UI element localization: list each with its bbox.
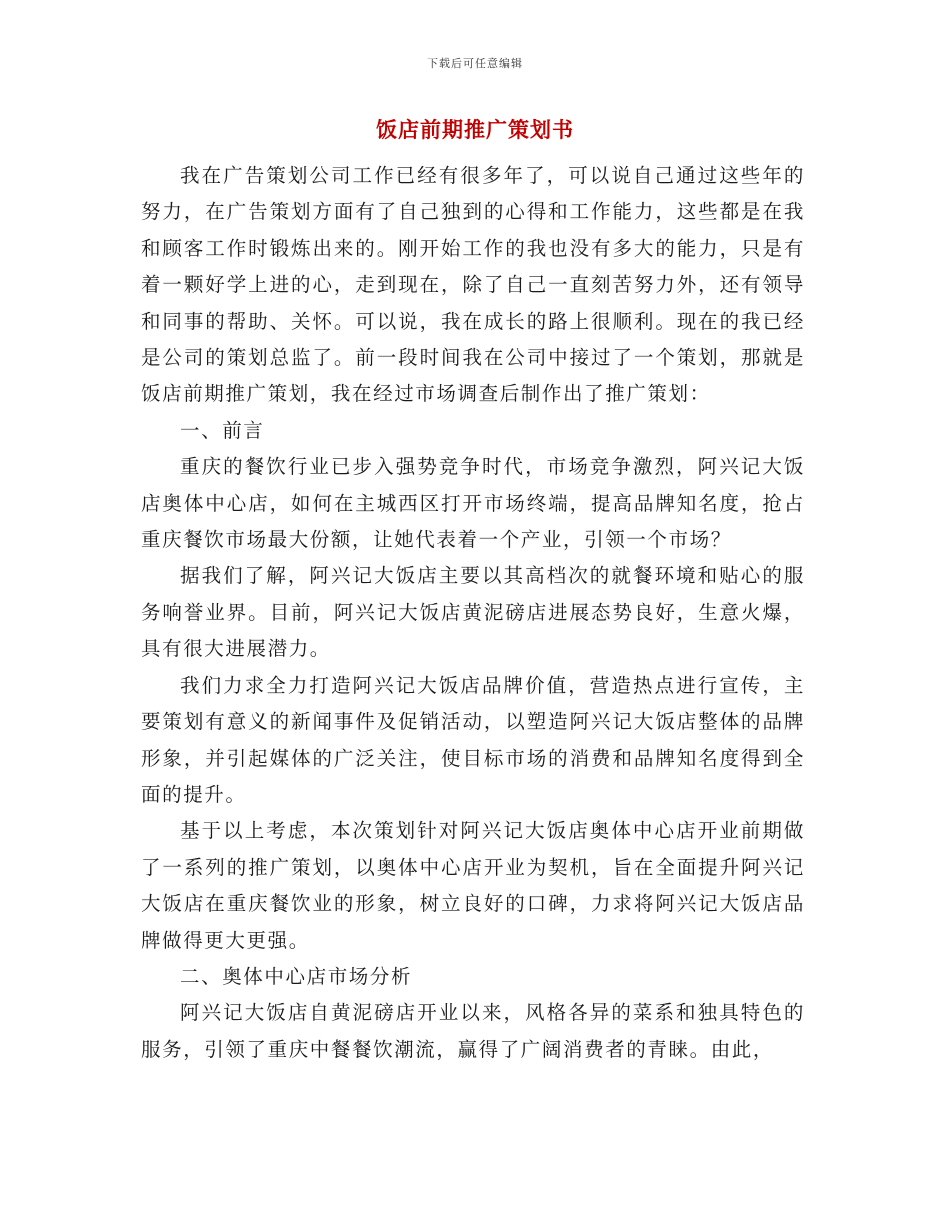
header-note: 下载后可任意编辑 xyxy=(427,57,523,70)
section-heading-market-analysis: 二、奥体中心店市场分析 xyxy=(180,964,413,988)
paragraph-market-analysis-1: 阿兴记大饭店自黄泥磅店开业以来，风格各异的菜系和独具特色的服务，引领了重庆中餐餐饮潮流，赢得了广阔消费者的青睐。由此， xyxy=(141,1001,805,1061)
section-heading-preface: 一、前言 xyxy=(180,418,265,442)
document-title: 饭店前期推广策划书 xyxy=(376,118,574,142)
document-body xyxy=(141,158,805,1068)
paragraph-preface-4: 基于以上考虑，本次策划针对阿兴记大饭店奥体中心店开业前期做了一系列的推广策划，以奥体中心店开业为契机，旨在全面提升阿兴记大饭店在重庆餐饮业的形象，树立良好的口碑，力求将阿兴记大饭店品牌做得更大更强。 xyxy=(141,819,805,952)
paragraph-preface-1: 重庆的餐饮行业已步入强势竞争时代，市场竞争激烈，阿兴记大饭店奥体中心店，如何在主城西区打开市场终端，提高品牌知名度，抢占重庆餐饮市场最大份额，让她代表着一个产业，引领一个市场？ xyxy=(141,455,805,552)
paragraph-intro: 我在广告策划公司工作已经有很多年了，可以说自己通过这些年的努力，在广告策划方面有了自己独到的心得和工作能力，这些都是在我和顾客工作时锻炼出来的。刚开始工作的我也没有多大的能力，只是有着一颗好学上进的心，走到现在，除了自己一直刻苦努力外，还有领导和同事的帮助、关怀。可以说，我在成长的路上很顺利。现在的我已经是公司的策划总监了。前一段时间我在公司中接过了一个策划，那就是饭店前期推广策划，我在经过市场调查后制作出了推广策划： xyxy=(141,164,805,406)
paragraph-preface-2: 据我们了解，阿兴记大饭店主要以其高档次的就餐环境和贴心的服务响誉业界。目前，阿兴记大饭店黄泥磅店进展态势良好，生意火爆，具有很大进展潜力。 xyxy=(141,564,805,661)
paragraph-preface-3: 我们力求全力打造阿兴记大饭店品牌价值，营造热点进行宣传，主要策划有意义的新闻事件及促销活动，以塑造阿兴记大饭店整体的品牌形象，并引起媒体的广泛关注，使目标市场的消费和品牌知名度得到全面的提升。 xyxy=(141,673,805,806)
